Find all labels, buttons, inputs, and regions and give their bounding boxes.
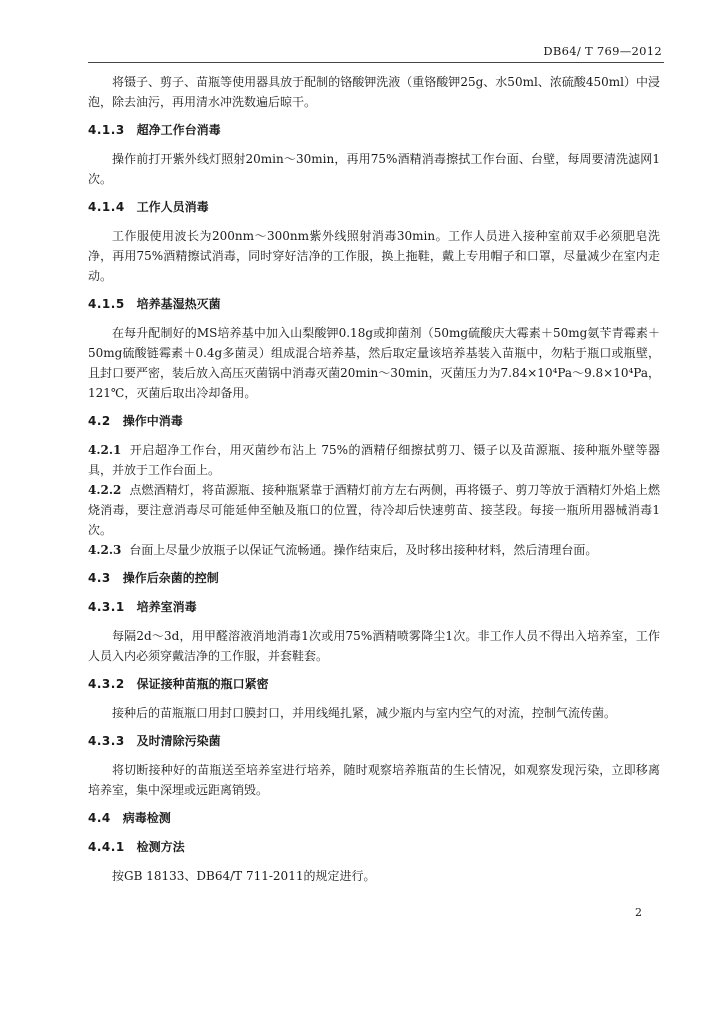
paragraph: 按GB 18133、DB64/T 711-2011的规定进行。 xyxy=(112,869,376,883)
section-heading xyxy=(88,197,660,217)
section-heading xyxy=(88,411,660,431)
section-heading xyxy=(88,674,660,694)
section-title: 超净工作台消毒 xyxy=(136,123,221,137)
clause-number: 4.2.1 xyxy=(88,443,122,457)
paragraph: 将镊子、剪子、苗瓶等使用器具放于配制的铬酸钾洗液（重铬酸钾25g、水50ml、浓硫酸450ml）中浸泡，除去油污，再用清水冲洗数遍后晾干。 xyxy=(88,75,660,109)
document-body xyxy=(88,72,660,886)
clause-text: 点燃酒精灯，将苗源瓶、接种瓶紧靠于酒精灯前方左右两侧，再将镊子、剪刀等放于酒精灯外焰上燃烧消毒，要注意消毒尽可能延伸至触及瓶口的位置，待冷却后快速剪苗、接茎段。每接一瓶所用器械消毒1次。 xyxy=(88,483,660,537)
section-heading xyxy=(88,294,660,314)
section-number: 4.1.3 xyxy=(88,123,125,137)
section-title: 操作中消毒 xyxy=(122,414,183,428)
section-number: 4.3.1 xyxy=(88,600,125,614)
section-number: 4.4.1 xyxy=(88,840,125,854)
header-rule xyxy=(88,62,664,63)
clause-number: 4.2.3 xyxy=(88,543,122,557)
paragraph: 在每升配制好的MS培养基中加入山梨酸钾0.18g或抑菌剂（50mg硫酸庆大霉素＋50mg氨苄青霉素＋50mg硫酸链霉素＋0.4g多菌灵）组成混合培养基，然后取定量该培养基装入苗瓶中，勿粘于瓶口或瓶壁，且封口要严密，装后放入高压灭菌锅中消毒灭菌20min～30min，灭菌压力为7.84×10⁴Pa～9.8×10⁴Pa，121℃，灭菌后取出冷却备用。 xyxy=(88,326,660,400)
section-number: 4.1.4 xyxy=(88,200,125,214)
numbered-clause xyxy=(88,480,660,540)
clause-text: 开启超净工作台，用灭菌纱布沾上 75%的酒精仔细擦拭剪刀、镊子以及苗源瓶、接种瓶外壁等器具，并放于工作台面上。 xyxy=(88,443,660,477)
section-number: 4.3.3 xyxy=(88,734,125,748)
section-title: 培养基湿热灭菌 xyxy=(136,297,221,311)
numbered-clause xyxy=(88,540,660,560)
clause-number: 4.2.2 xyxy=(88,483,122,497)
section-heading xyxy=(88,837,660,857)
section-title: 保证接种苗瓶的瓶口紧密 xyxy=(136,677,269,691)
section-title: 及时清除污染菌 xyxy=(136,734,221,748)
section-heading xyxy=(88,597,660,617)
section-title: 检测方法 xyxy=(136,840,185,854)
paragraph: 每隔2d～3d，用甲醛溶液消地消毒1次或用75%酒精喷雾降尘1次。非工作人员不得出入培养室，工作人员入内必须穿戴洁净的工作服，并套鞋套。 xyxy=(88,629,660,663)
section-number: 4.3 xyxy=(88,571,111,585)
section-number: 4.1.5 xyxy=(88,297,125,311)
section-title: 工作人员消毒 xyxy=(136,200,209,214)
section-number: 4.2 xyxy=(88,414,111,428)
clause-text: 台面上尽量少放瓶子以保证气流畅通。操作结束后，及时移出接种材料，然后清理台面。 xyxy=(129,543,598,557)
section-heading xyxy=(88,568,660,588)
section-title: 培养室消毒 xyxy=(136,600,197,614)
paragraph: 操作前打开紫外线灯照射20min～30min，再用75%酒精消毒擦拭工作台面、台壁，每周要清洗滤网1次。 xyxy=(88,152,660,186)
section-heading xyxy=(88,731,660,751)
page-number: 2 xyxy=(635,906,642,919)
paragraph: 接种后的苗瓶瓶口用封口膜封口，并用线绳扎紧，减少瓶内与室内空气的对流，控制气流传菌。 xyxy=(112,706,617,720)
paragraph: 将切断接种好的苗瓶送至培养室进行培养，随时观察培养瓶苗的生长情况，如观察发现污染，立即移离培养室，集中深埋或远距离销毁。 xyxy=(88,763,660,797)
paragraph: 工作服使用波长为200nm～300nm紫外线照射消毒30min。工作人员进入接种室前双手必须肥皂洗净，再用75%酒精擦试消毒，同时穿好洁净的工作服，换上拖鞋，戴上专用帽子和口罩，尽量减少在室内走动。 xyxy=(88,229,660,283)
section-heading xyxy=(88,808,660,828)
section-number: 4.3.2 xyxy=(88,677,125,691)
standard-code-header: DB64/ T 769—2012 xyxy=(543,44,662,58)
numbered-clause xyxy=(88,440,660,480)
section-number: 4.4 xyxy=(88,811,111,825)
section-title: 病毒检测 xyxy=(122,811,171,825)
section-title: 操作后杂菌的控制 xyxy=(122,571,219,585)
section-heading xyxy=(88,120,660,140)
